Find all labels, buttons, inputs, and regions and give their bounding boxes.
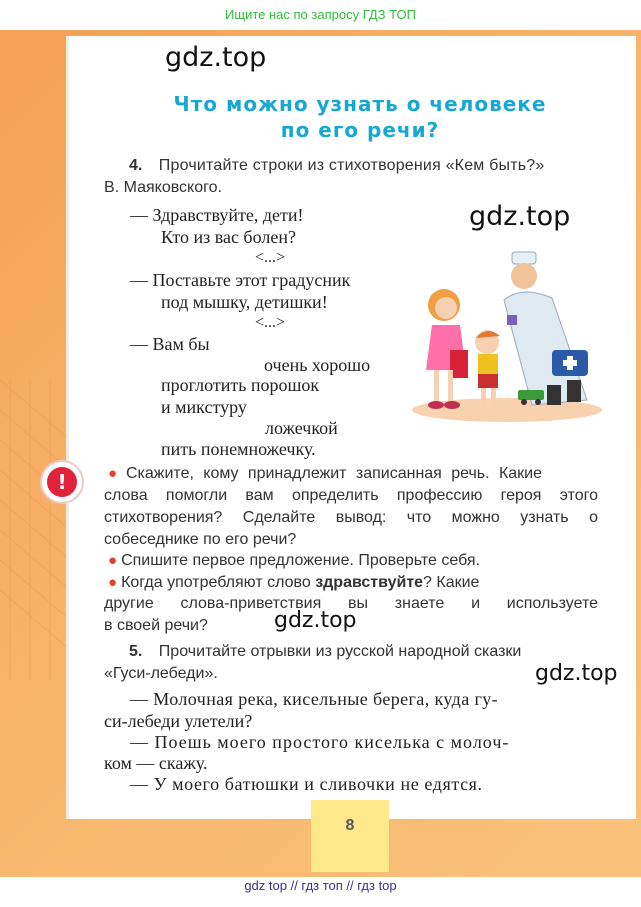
bullet-icon: ● [108,465,122,482]
top-banner[interactable]: Ищите нас по запросу ГДЗ ТОП [225,7,416,22]
lesson-title: Что можно узнать о человеке [173,92,547,116]
background-pattern [0,380,70,680]
story-line: — Молочная река, кисельные берега, куда гу- [130,689,499,709]
bullet-icon: ● [108,552,118,569]
page-number-tab [311,800,389,872]
poem-line: и микстуру [161,397,247,417]
poem-line: под мышку, детишки! [161,292,328,312]
question-item: ● Спишите первое предложение. Проверьте себя. [108,552,480,569]
question-line: собеседнике по его речи? [104,531,297,548]
bullet-icon: ● [108,574,118,591]
watermark: gdz.top [469,201,571,232]
question-item: ● Скажите, кому принадлежит записанная речь. Какие [108,465,543,482]
watermark: gdz.top [535,661,618,686]
story-line: си-лебеди улетели? [104,711,253,731]
poem-line: <...> [255,314,286,331]
doctor-children-illustration [412,250,602,425]
poem-line: <...> [255,249,286,266]
story-line: ком — скажу. [104,753,208,773]
question-line: стихотворения? Сделайте вывод: что можно узнать о [104,509,598,526]
story-line: — Поешь моего простого киселька с молоч- [130,732,510,752]
poem-line: — Здравствуйте, дети! [130,205,304,225]
page-number: 8 [345,817,355,834]
task-text: Прочитайте отрывки из русской народной сказки [158,643,522,660]
exclamation-icon: ! [42,462,82,502]
watermark: gdz.top [165,42,267,73]
watermark: gdz.top [274,608,357,633]
story-line: — У моего батюшки и сливочки не едятся. [130,774,483,794]
poem-line: очень хорошо [264,355,371,375]
highlighted-word: здравствуйте [315,574,424,591]
boy-figure [475,330,500,406]
bottom-links[interactable]: gdz top // гдз топ // гдз top [244,878,397,893]
task-number: 5. [129,643,143,660]
poem-line: ложечкой [265,418,338,438]
task-number: 4. [129,157,143,174]
poem-line: Кто из вас болен? [161,227,296,247]
task-text: В. Маяковского. [104,179,222,196]
task-text: Прочитайте строки из стихотворения «Кем быть?» [158,157,545,174]
question-line: другие слова-приветствия вы знаете и используете [104,595,598,612]
poem-line: пить понемножечку. [161,439,316,459]
poem-line: — Поставьте этот градусник [130,270,351,290]
question-line: слова помогли вам определить профессию героя этого [104,487,598,504]
question-line: в своей речи? [104,617,208,634]
girl-figure [426,289,468,409]
poem-line: проглотить порошок [161,375,320,395]
poem-line: — Вам бы [130,334,210,354]
doctor-figure [504,252,588,405]
lesson-title-line2: по его речи? [280,118,440,142]
task-text: «Гуси-лебеди». [104,665,218,682]
question-item: ● Когда употребляют слово здравствуйте? Какие [108,574,480,591]
